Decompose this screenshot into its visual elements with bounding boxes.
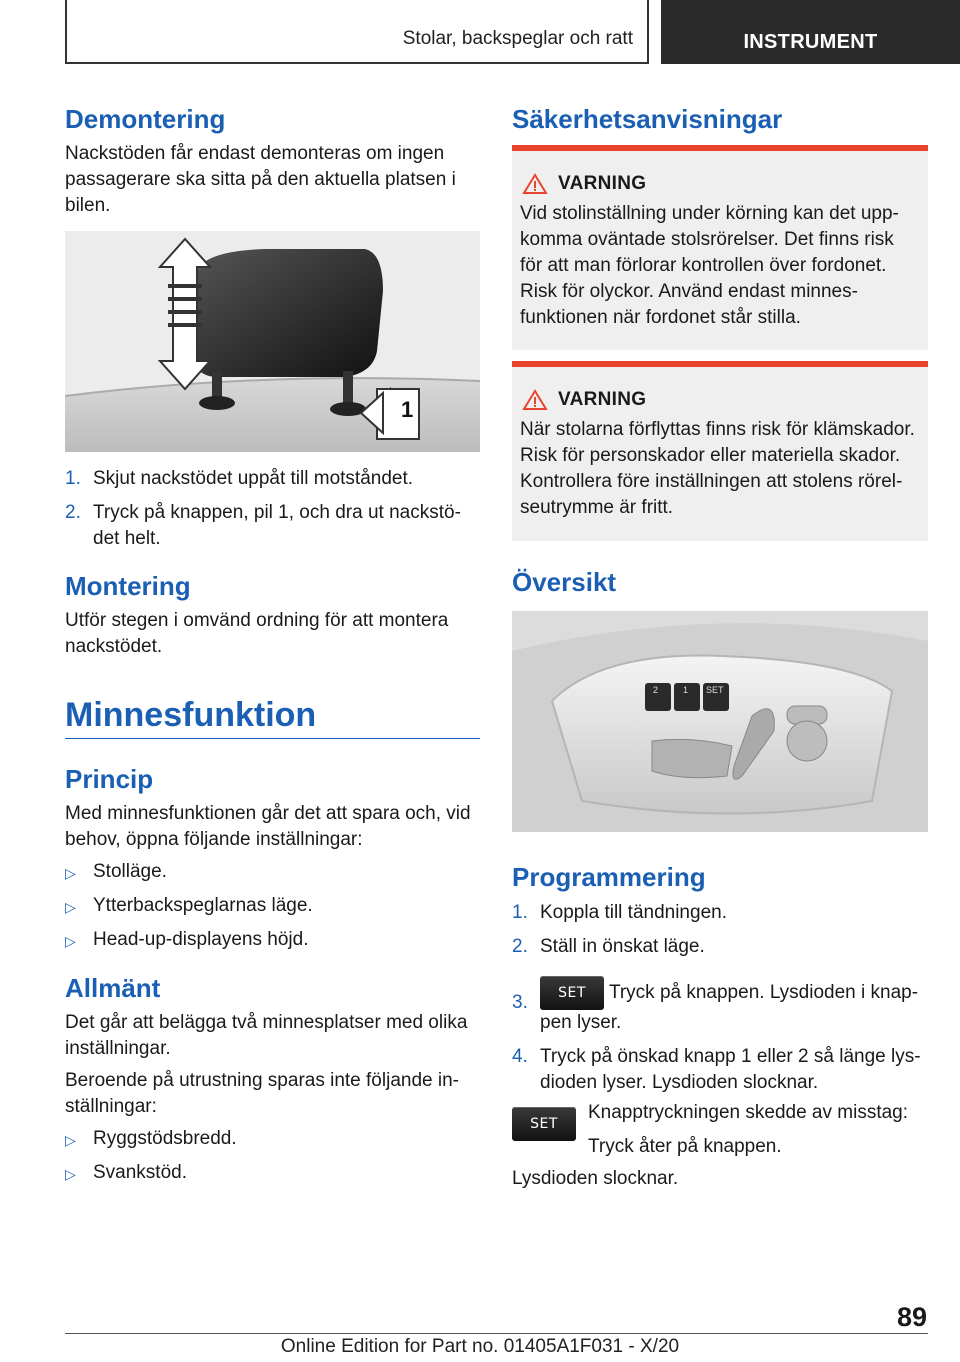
list-item: [512, 934, 928, 960]
step-text: Tryck på knappen. Lysdioden i knappen lyser.: [540, 982, 919, 1033]
princip-list: [65, 859, 480, 961]
step-text: Koppla till tändningen.: [540, 902, 727, 923]
list-item: [512, 976, 928, 1036]
list-item-text: Stolläge.: [93, 861, 167, 882]
step-text: Tryck på önskad knapp 1 eller 2 så länge lysdioden lyser. Lysdioden slocknar.: [540, 1046, 921, 1093]
list-item: [65, 859, 480, 885]
step-text: Ställ in önskat läge.: [540, 936, 705, 957]
warning-triangle-icon: [522, 389, 548, 411]
demontering-text: Nackstöden får endast demonteras om ingen passagerare ska sitta på den aktuella platsen i bilen.: [65, 143, 456, 216]
step-number: 1.: [512, 902, 528, 923]
note-line-2: Tryck åter på knappen.: [588, 1136, 782, 1157]
montering-text: Utför stegen i omvänd ordning för att montera nackstödet.: [65, 610, 449, 657]
triangle-bullet-icon: ▷: [65, 865, 76, 881]
list-item-text: Ytterbackspeglarnas läge.: [93, 895, 313, 916]
step-text: Tryck på knappen, pil 1, och dra ut nackstödet helt.: [93, 502, 461, 549]
memory-button-2: 2: [653, 685, 659, 695]
princip-text: Med minnesfunktionen går det att spara och, vid behov, öppna följande inställningar:: [65, 803, 471, 850]
heading-allmant: Allmänt: [65, 973, 161, 1003]
heading-princip: Princip: [65, 764, 154, 794]
step-number: 2.: [512, 936, 528, 957]
figure-callout-1: 1: [401, 397, 414, 422]
warning-text: Vid stolinställning under körning kan det uppkomma oväntade stolsrörelser. Det finns risk för att man förlorar kontrollen över fordonet. Risk för olyckor. Använd endast minnes-funktionen när fordonet står stilla.: [520, 203, 899, 328]
heading-demontering: Demontering: [65, 104, 226, 134]
seat-controls-figure: [512, 611, 928, 832]
footer-edition: Online Edition for Part no. 01405A1F031 - X/20: [280, 1336, 680, 1357]
programmering-steps: [512, 900, 928, 1104]
set-button-icon: SET: [540, 976, 604, 1010]
demontering-steps: [65, 466, 480, 560]
header-chapter-label: INSTRUMENT: [743, 30, 878, 53]
list-item: [512, 900, 928, 926]
heading-montering: Montering: [65, 571, 191, 601]
list-item: [65, 466, 480, 492]
programmering-final: Lysdioden slocknar.: [512, 1168, 679, 1189]
footer-rule: [65, 1333, 928, 1334]
list-item: [65, 893, 480, 919]
heading-programmering: Programmering: [512, 862, 706, 892]
list-item: [65, 1126, 480, 1152]
memory-button-set: SET: [706, 685, 724, 695]
heading-oversikt: Översikt: [512, 567, 617, 597]
list-item: [512, 1044, 928, 1096]
seat-controls-illustration: [512, 611, 928, 832]
list-item: [65, 927, 480, 953]
header-chapter-tab: [661, 0, 960, 64]
headrest-figure: [65, 231, 480, 452]
warning-text: När stolarna förflyttas finns risk för klämskador. Risk för personskador eller materiella skador. Kontrollera före inställningen att stolens rörelseutrymme är fritt.: [520, 419, 915, 518]
warning-title: VARNING: [558, 389, 647, 410]
list-item-text: Head-up-displayens höjd.: [93, 929, 309, 950]
allmant-text-1: Det går att belägga två minnesplatser med olika inställningar.: [65, 1012, 468, 1059]
headrest-illustration: [65, 231, 480, 452]
step-number: 3.: [512, 992, 528, 1013]
triangle-bullet-icon: ▷: [65, 1132, 76, 1148]
step-number: 4.: [512, 1046, 528, 1067]
step-text: Skjut nackstödet uppåt till motståndet.: [93, 468, 414, 489]
triangle-bullet-icon: ▷: [65, 899, 76, 915]
heading-rule: [65, 738, 480, 739]
step-number: 1.: [65, 468, 81, 489]
triangle-bullet-icon: ▷: [65, 1166, 76, 1182]
set-button-icon: SET: [512, 1107, 576, 1141]
heading-minnesfunktion: Minnesfunktion: [65, 696, 317, 734]
warning-box: [512, 361, 928, 541]
page-number: 89: [897, 1302, 928, 1332]
allmant-list: [65, 1126, 480, 1194]
header-section-box: [65, 0, 649, 64]
memory-button-1: 1: [683, 685, 689, 695]
list-item-text: Ryggstödsbredd.: [93, 1128, 237, 1149]
warning-box: [512, 145, 928, 350]
list-item: [65, 500, 480, 552]
step-number: 2.: [65, 502, 81, 523]
heading-sakerhetsanvisningar: Säkerhetsanvisningar: [512, 104, 783, 134]
allmant-text-2: Beroende på utrustning sparas inte följande inställningar:: [65, 1070, 459, 1117]
list-item: [65, 1160, 480, 1186]
note-line-1: Knapptryckningen skedde av misstag:: [588, 1102, 909, 1123]
warning-triangle-icon: [522, 173, 548, 195]
triangle-bullet-icon: ▷: [65, 933, 76, 949]
warning-title: VARNING: [558, 173, 647, 194]
header-section-title: Stolar, backspeglar och ratt: [402, 28, 633, 49]
list-item-text: Svankstöd.: [93, 1162, 187, 1183]
